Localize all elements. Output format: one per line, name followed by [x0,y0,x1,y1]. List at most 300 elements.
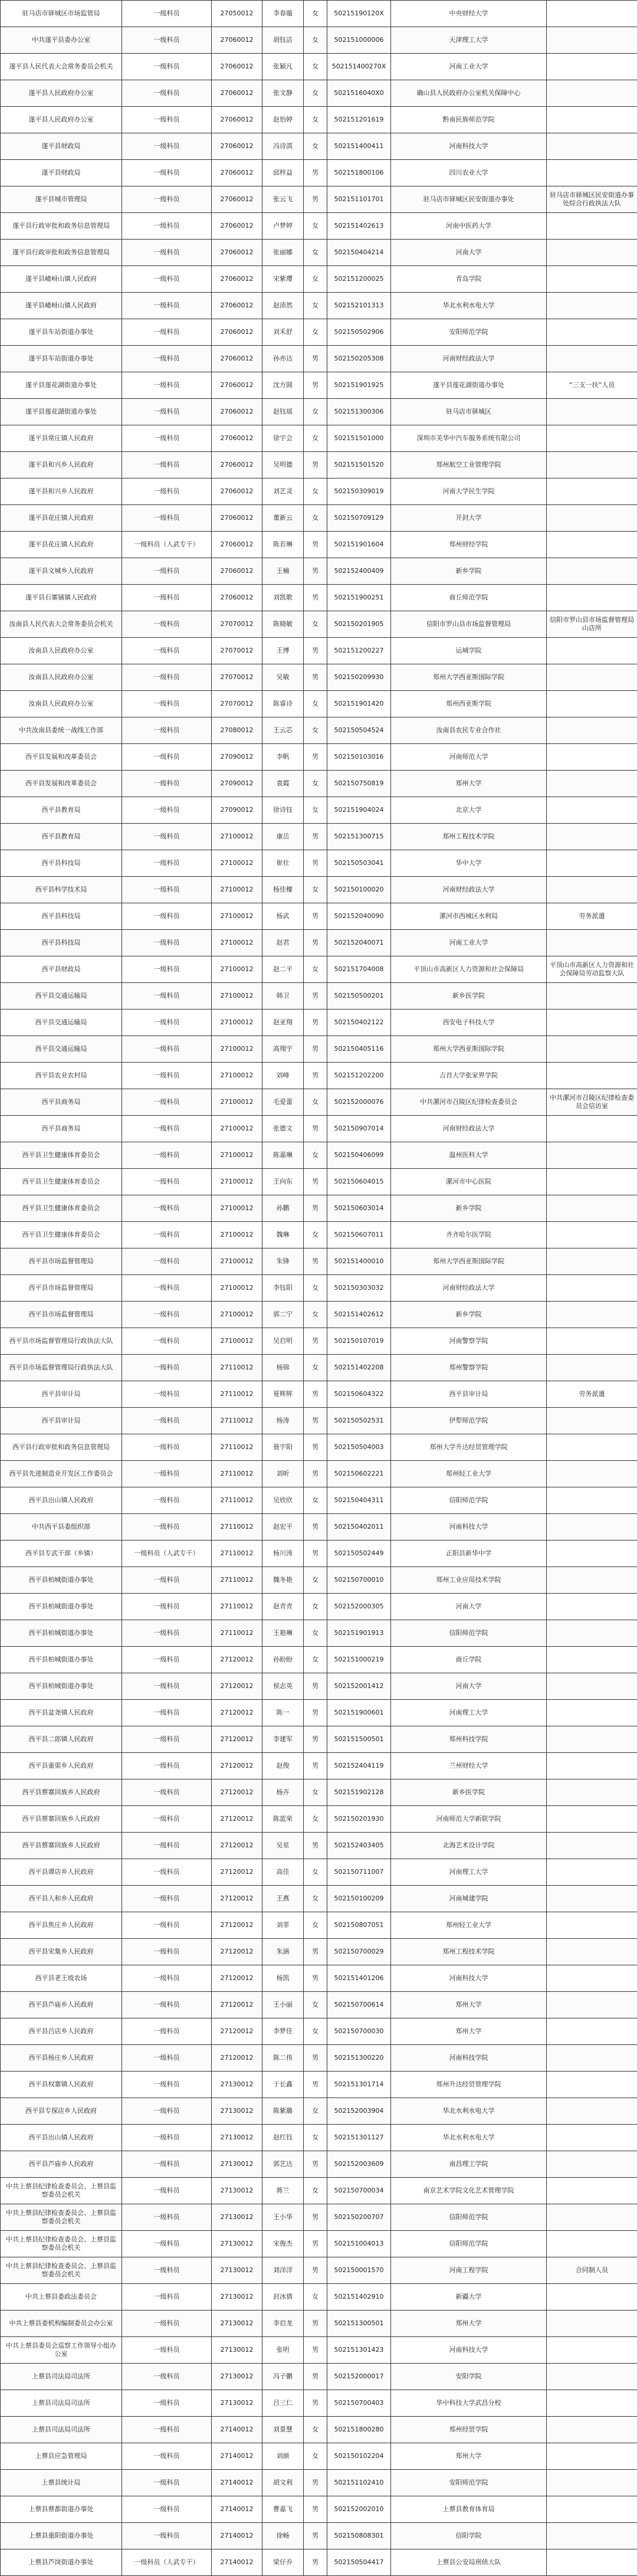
remark-cell [547,1514,637,1541]
name-cell: 沈方圆 [262,372,304,399]
unit-cell: 西平县科技局 [1,903,122,930]
name-cell: 郭二宁 [262,1302,304,1328]
remark-cell [547,1992,637,2018]
remark-cell [547,2045,637,2072]
name-cell: 杨涛 [262,1408,304,1434]
exam-id-cell: 502151301127 [327,2125,391,2151]
school-cell: 信阳学院 [391,2523,547,2549]
school-cell: 信阳师范学院 [391,1620,547,1647]
school-cell: 郑州大学西亚斯国际学院 [391,1248,547,1275]
position-cell: 一级科员 [122,240,212,266]
code-cell: 27100012 [212,1116,262,1142]
exam-id-cell: 502150201930 [327,1806,391,1833]
position-cell: 一级科员 [122,1965,212,1992]
exam-id-cell: 502150404214 [327,240,391,266]
code-cell: 27060012 [212,425,262,452]
remark-cell [547,1833,637,1859]
code-cell: 27110012 [212,1567,262,1594]
school-cell: 安阳师范学院 [391,319,547,346]
gender-cell: 女 [304,2284,327,2310]
exam-id-cell: 502150602221 [327,1461,391,1487]
school-cell: 河南财经政法大学 [391,1116,547,1142]
position-cell: 一级科员 [122,319,212,346]
remark-cell [547,293,637,319]
code-cell: 27100012 [212,1169,262,1195]
unit-cell: 西平县市场监督管理局 [1,1248,122,1275]
code-cell: 27060012 [212,558,262,585]
gender-cell: 女 [304,2178,327,2204]
name-cell: 赵二平 [262,956,304,983]
unit-cell: 西平县吕店乡人民政府 [1,2018,122,2045]
name-cell: 刘洋洋 [262,2257,304,2284]
name-cell: 陈睿诗 [262,691,304,717]
unit-cell: 西平县二郎镇人民政府 [1,1726,122,1753]
code-cell: 27120012 [212,1886,262,1912]
school-cell: 河南理工大学 [391,1859,547,1886]
remark-cell [547,532,637,558]
remark-cell [547,27,637,54]
exam-id-cell: 502150500201 [327,983,391,1010]
unit-cell: 西平县蔡寨回族乡人民政府 [1,1833,122,1859]
remark-cell [547,1142,637,1169]
remark-cell [547,2337,637,2364]
position-cell: 一级科员 [122,1116,212,1142]
position-cell: 一级科员 [122,1620,212,1647]
table-row [1,293,637,319]
exam-id-cell: 502150504524 [327,717,391,744]
code-cell: 27100012 [212,1036,262,1063]
code-cell: 27130012 [212,2310,262,2337]
name-cell: 侯志英 [262,1673,304,1700]
table-row [1,1010,637,1036]
school-cell: 郑州大学 [391,2443,547,2470]
table-row [1,2018,637,2045]
name-cell: 吴星 [262,1833,304,1859]
name-cell: 王小丽 [262,1992,304,2018]
position-cell: 一级科员 [122,1,212,27]
table-row [1,1328,637,1355]
code-cell: 27060012 [212,479,262,505]
table-row [1,877,637,903]
remark-cell [547,2470,637,2496]
name-cell: 李帆 [262,744,304,771]
school-cell: 郑州大学升达经贸管理学院 [391,1434,547,1461]
unit-cell: 西平县出山镇人民政府 [1,1487,122,1514]
exam-id-cell: 502152403405 [327,1833,391,1859]
name-cell: 郭艺达 [262,2151,304,2178]
remark-cell [547,1541,637,1567]
unit-cell: 西平县芦庙乡人民政府 [1,1992,122,2018]
remark-cell [547,1036,637,1063]
unit-cell: 遂平县车站街道办事处 [1,319,122,346]
gender-cell: 男 [304,372,327,399]
name-cell: 魏冬艳 [262,1567,304,1594]
exam-id-cell: 50215190120X [327,1,391,27]
unit-cell: 西平县市场监督管理局 [1,1302,122,1328]
exam-id-cell: 502151900251 [327,585,391,611]
position-cell: 一级科员 [122,1142,212,1169]
exam-id-cell: 502151901925 [327,372,391,399]
position-cell: 一级科员 [122,824,212,850]
school-cell: 河南科技大学 [391,133,547,160]
remark-cell [547,771,637,797]
unit-cell: 遂平县行政审批和政务信息管理局 [1,213,122,240]
school-cell: 温州医科大学 [391,1142,547,1169]
unit-cell: 遂平县车站街道办事处 [1,346,122,372]
school-cell: 天津理工大学 [391,27,547,54]
unit-cell: 西平县教育局 [1,797,122,824]
name-cell: 张颖凡 [262,54,304,80]
school-cell: 华中大学 [391,850,547,877]
code-cell: 27130012 [212,2204,262,2231]
exam-id-cell: 502151901604 [327,532,391,558]
position-cell: 一级科员 [122,80,212,107]
position-cell: 一级科员 [122,983,212,1010]
code-cell: 27070012 [212,638,262,664]
gender-cell: 男 [304,1726,327,1753]
name-cell: 朱涵 [262,1939,304,1965]
code-cell: 27120012 [212,1859,262,1886]
position-cell: 一级科员 [122,452,212,479]
code-cell: 27120012 [212,1673,262,1700]
position-cell: 一级科员 [122,2151,212,2178]
unit-cell: 西平县科学技术局 [1,877,122,903]
position-cell: 一级科员 [122,1063,212,1089]
exam-id-cell: 502150604322 [327,1381,391,1408]
remark-cell [547,2417,637,2443]
name-cell: 邱梓益 [262,160,304,186]
remark-cell: 平顶山市高新区人力资源和社会保障局劳动监察大队 [547,956,637,983]
name-cell: 李钰阳 [262,1275,304,1302]
code-cell: 27070012 [212,691,262,717]
unit-cell: 西平县出山镇人民政府 [1,2125,122,2151]
school-cell: 河南大学民生学院 [391,479,547,505]
name-cell: 陈二伟 [262,2045,304,2072]
unit-cell: 上蔡县蔡都街道办事处 [1,2496,122,2523]
position-cell: 一级科员 [122,930,212,956]
gender-cell: 男 [304,2231,327,2257]
position-cell: 一级科员 [122,1089,212,1116]
remark-cell [547,1567,637,1594]
code-cell: 27100012 [212,1222,262,1248]
name-cell: 王楠 [262,558,304,585]
code-cell: 27110012 [212,1408,262,1434]
exam-id-cell: 502151402208 [327,1355,391,1381]
exam-id-cell: 502152101313 [327,293,391,319]
table-row [1,2284,637,2310]
exam-id-cell: 502152002010 [327,2496,391,2523]
remark-cell [547,717,637,744]
unit-cell: 西平县专武干部（乡镇） [1,1541,122,1567]
remark-cell [547,2125,637,2151]
school-cell: 驻马店市驿城区 [391,399,547,425]
school-cell: 郑州大学 [391,2310,547,2337]
gender-cell: 男 [304,930,327,956]
exam-id-cell: 502152040090 [327,903,391,930]
code-cell: 27120012 [212,1647,262,1673]
code-cell: 27060012 [212,585,262,611]
gender-cell: 女 [304,1089,327,1116]
name-cell: 于长鑫 [262,2072,304,2098]
table-row [1,2470,637,2496]
school-cell: 河南大学 [391,1673,547,1700]
remark-cell [547,1222,637,1248]
code-cell: 27130012 [212,2151,262,2178]
exam-id-cell: 502151200025 [327,266,391,293]
exam-id-cell: 502150504417 [327,2549,391,2576]
gender-cell: 女 [304,1567,327,1594]
code-cell: 27120012 [212,1753,262,1779]
remark-cell [547,1673,637,1700]
gender-cell: 男 [304,1461,327,1487]
exam-id-cell: 502151300220 [327,2045,391,2072]
name-cell: 韩卫 [262,983,304,1010]
unit-cell: 西平县教育局 [1,824,122,850]
school-cell: 河南理工大学 [391,1700,547,1726]
exam-id-cell: 502151300501 [327,2310,391,2337]
table-row [1,585,637,611]
position-cell: 一级科员 [122,2364,212,2390]
gender-cell: 女 [304,1594,327,1620]
gender-cell: 女 [304,691,327,717]
unit-cell: 西平县交通运输局 [1,1036,122,1063]
school-cell: 漯河市中心医院 [391,1169,547,1195]
gender-cell: 女 [304,266,327,293]
name-cell: 高佳 [262,1859,304,1886]
unit-cell: 西平县柏城街道办事处 [1,1673,122,1700]
remark-cell [547,1859,637,1886]
school-cell: 河南科技大学 [391,1965,547,1992]
code-cell: 27060012 [212,293,262,319]
school-cell: 遂平县莲花湖街道办事处 [391,372,547,399]
gender-cell: 女 [304,956,327,983]
remark-cell [547,1328,637,1355]
name-cell: 胡钰洁 [262,27,304,54]
school-cell: 郑州财经学院 [391,532,547,558]
unit-cell: 西平县卫生健康体育委员会 [1,1142,122,1169]
gender-cell: 男 [304,160,327,186]
gender-cell: 男 [304,2257,327,2284]
code-cell: 27100012 [212,824,262,850]
exam-id-cell: 502151501000 [327,425,391,452]
name-cell: 梁仔乔 [262,2549,304,2576]
gender-cell: 男 [304,903,327,930]
gender-cell: 男 [304,1195,327,1222]
school-cell: 商丘学院 [391,1647,547,1673]
school-cell: 兰州财经大学 [391,1753,547,1779]
exam-id-cell: 502151400411 [327,133,391,160]
exam-id-cell: 502151202200 [327,1063,391,1089]
name-cell: 张云飞 [262,186,304,213]
gender-cell: 男 [304,1939,327,1965]
exam-id-cell: 502151402910 [327,2284,391,2310]
code-cell: 27060012 [212,399,262,425]
code-cell: 27060012 [212,452,262,479]
position-cell: 一级科员 [122,266,212,293]
unit-cell: 遂平县人民政府办公室 [1,107,122,133]
school-cell: 河南财经政法大学 [391,1275,547,1302]
school-cell: 信阳师范学院 [391,2231,547,2257]
table-row [1,1222,637,1248]
name-cell: 赵沛然 [262,293,304,319]
gender-cell: 女 [304,1647,327,1673]
gender-cell: 女 [304,1779,327,1806]
table-row [1,1700,637,1726]
school-cell: 安阳师范学院 [391,2470,547,2496]
remark-cell [547,1355,637,1381]
school-cell: 信阳市罗山县市场监督管理局 [391,611,547,638]
name-cell: 魏琳 [262,1222,304,1248]
name-cell: 陈若琳 [262,532,304,558]
position-cell: 一级科员 [122,1195,212,1222]
position-cell: 一级科员（人武专干） [122,532,212,558]
table-row [1,1620,637,1647]
remark-cell [547,2284,637,2310]
remark-cell [547,1,637,27]
remark-cell: 合同制人员 [547,2257,637,2284]
unit-cell: 遂平县嵖岈山镇人民政府 [1,293,122,319]
position-cell: 一级科员 [122,1248,212,1275]
unit-cell: 西平县市场监督管理局 [1,1275,122,1302]
unit-cell: 上蔡县统计局 [1,2470,122,2496]
school-cell: 伊犁师范学院 [391,1408,547,1434]
table-row [1,1833,637,1859]
exam-id-cell: 502150808301 [327,2523,391,2549]
remark-cell [547,240,637,266]
code-cell: 27110012 [212,1487,262,1514]
remark-cell [547,1965,637,1992]
name-cell: 孙鹏 [262,1195,304,1222]
code-cell: 27110012 [212,1355,262,1381]
gender-cell: 男 [304,2390,327,2417]
exam-id-cell: 502151000219 [327,1647,391,1673]
name-cell: 李建军 [262,1726,304,1753]
code-cell: 27100012 [212,930,262,956]
exam-id-cell: 502150700403 [327,2390,391,2417]
table-row [1,1487,637,1514]
gender-cell: 男 [304,1381,327,1408]
position-cell: 一级科员 [122,1859,212,1886]
remark-cell [547,1594,637,1620]
name-cell: 李梦佳 [262,2018,304,2045]
position-cell: 一级科员 [122,1700,212,1726]
school-cell: 郑州大学西亚斯国际学院 [391,1036,547,1063]
unit-cell: 西平县财政局 [1,956,122,983]
remark-cell [547,2178,637,2204]
name-cell: 崔壮 [262,850,304,877]
position-cell: 一级科员 [122,585,212,611]
gender-cell: 女 [304,877,327,903]
position-cell: 一级科员 [122,1673,212,1700]
remark-cell [547,691,637,717]
position-cell: 一级科员 [122,54,212,80]
code-cell: 27100012 [212,1275,262,1302]
table-row [1,1461,637,1487]
school-cell: 郑州工程技术学院 [391,1939,547,1965]
name-cell: 徐宇会 [262,425,304,452]
school-cell: 北海艺术设计学院 [391,1833,547,1859]
school-cell: 上蔡县公安局刑侦大队 [391,2549,547,2576]
unit-cell: 中共遂平县委办公室 [1,27,122,54]
position-cell: 一级科员 [122,160,212,186]
unit-cell: 中共上蔡县纪律检查委员会、上蔡县监察委员会机关 [1,2178,122,2204]
position-cell: 一级科员 [122,1036,212,1063]
remark-cell [547,107,637,133]
school-cell: 河南师范大学 [391,744,547,771]
unit-cell: 遂平县和兴乡人民政府 [1,452,122,479]
position-cell: 一级科员 [122,744,212,771]
gender-cell: 男 [304,2045,327,2072]
name-cell: 吴启明 [262,1328,304,1355]
code-cell: 27140012 [212,2443,262,2470]
gender-cell: 男 [304,1833,327,1859]
unit-cell: 遂平县城市管理局 [1,186,122,213]
unit-cell: 遂平县莲花湖街道办事处 [1,399,122,425]
table-row [1,1408,637,1434]
remark-cell [547,2151,637,2178]
table-row [1,824,637,850]
unit-cell: 遂平县文城乡人民政府 [1,558,122,585]
remark-cell [547,744,637,771]
gender-cell: 男 [304,664,327,691]
gender-cell: 女 [304,27,327,54]
remark-cell [547,1647,637,1673]
exam-id-cell: 5021516040X0 [327,80,391,107]
gender-cell: 男 [304,1248,327,1275]
name-cell: 孙盼盼 [262,1647,304,1673]
name-cell: 宋俊杰 [262,2231,304,2257]
exam-id-cell: 502150402122 [327,1010,391,1036]
table-row [1,1753,637,1779]
gender-cell: 男 [304,186,327,213]
school-cell: 郑州轻工业大学 [391,1461,547,1487]
code-cell: 27120012 [212,1939,262,1965]
school-cell: 郑州西亚斯学院 [391,691,547,717]
code-cell: 27110012 [212,1620,262,1647]
unit-cell: 遂平县财政局 [1,133,122,160]
name-cell: 李启龙 [262,2310,304,2337]
position-cell: 一级科员 [122,372,212,399]
gender-cell: 女 [304,717,327,744]
school-cell: 河南师范大学新联学院 [391,1806,547,1833]
gender-cell: 男 [304,1408,327,1434]
table-row [1,903,637,930]
name-cell: 刘菲 [262,1912,304,1939]
exam-id-cell: 502151800280 [327,2417,391,2443]
name-cell: 徐诗钰 [262,797,304,824]
school-cell: 深圳市美华中汽车服务系统有限公司 [391,425,547,452]
unit-cell: 西平县蔡寨回族乡人民政府 [1,1806,122,1833]
table-row [1,452,637,479]
gender-cell: 男 [304,1010,327,1036]
table-row [1,186,637,213]
gender-cell: 男 [304,983,327,1010]
position-cell: 一级科员 [122,2204,212,2231]
name-cell: 康岳 [262,824,304,850]
table-row [1,956,637,983]
table-row [1,1248,637,1275]
position-cell: 一级科员 [122,2417,212,2443]
unit-cell: 西平县柏城街道办事处 [1,1620,122,1647]
unit-cell: 驻马店市驿城区市场监管局 [1,1,122,27]
code-cell: 27130012 [212,2337,262,2364]
unit-cell: 西平县芦庙乡人民政府 [1,2151,122,2178]
unit-cell: 遂平县常庄镇人民政府 [1,425,122,452]
gender-cell: 女 [304,240,327,266]
name-cell: 张文静 [262,80,304,107]
code-cell: 27070012 [212,611,262,638]
remark-cell [547,1461,637,1487]
